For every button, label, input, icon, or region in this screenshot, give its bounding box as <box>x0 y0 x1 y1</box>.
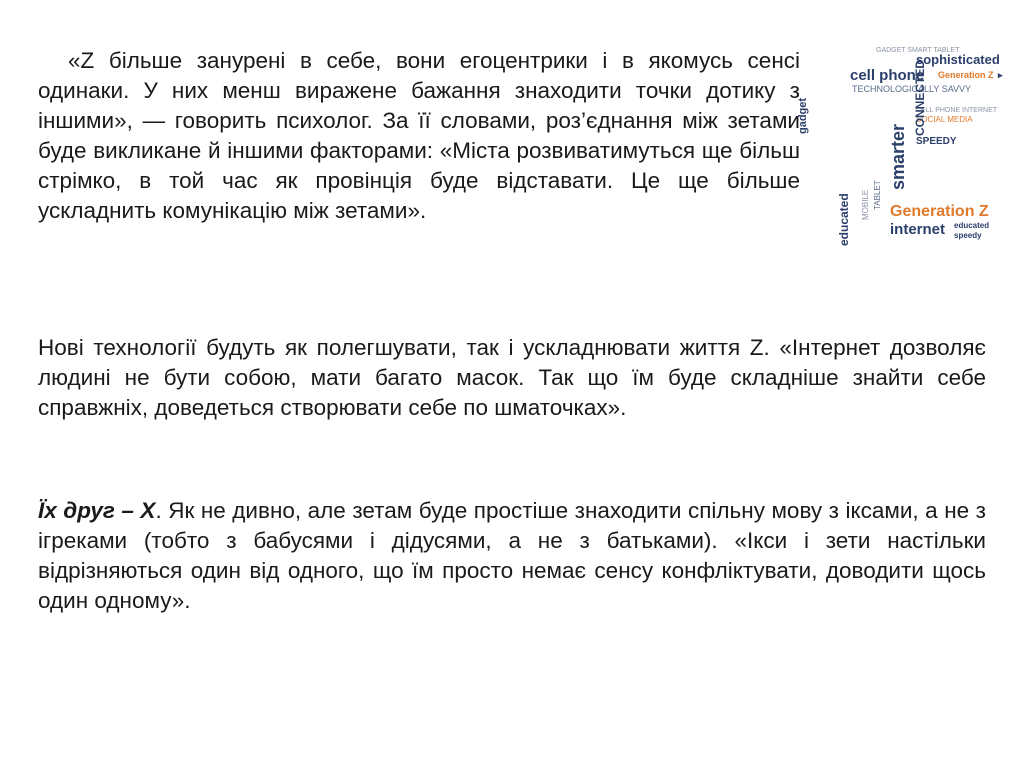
word-gadget: gadget <box>797 97 809 134</box>
word-educated: educated <box>837 193 851 246</box>
word-educated-small: educated <box>954 221 990 230</box>
paragraph-3-lead: Їх друг – Х <box>38 498 156 523</box>
word-generation-z-small: Generation Z <box>938 70 994 80</box>
word-arrow: ▸ <box>998 70 1003 80</box>
word-social-media: SOCIAL MEDIA <box>916 115 973 124</box>
paragraph-3-text: . Як не дивно, але зетам буде простіше знаходити спільну мову з іксами, а не з ігреками (тобто з бабусями і дідусями, а не з батьками). «Ікси і зети настільки відрізняються один від одного, що їм просто немає сенсу конфліктувати, доводити щось один одному». <box>38 498 986 613</box>
generation-z-word-cloud-icon <box>797 40 1004 250</box>
paragraph-friend-x <box>38 496 986 616</box>
word-generation-z: Generation Z <box>890 203 989 220</box>
word-cell-phone-internet: CELL PHONE INTERNET <box>916 107 998 114</box>
word-speedy-caps: SPEEDY <box>916 136 957 147</box>
word-small-top: GADGET SMART TABLET <box>876 47 960 54</box>
word-speedy: speedy <box>954 231 982 240</box>
word-internet: internet <box>890 221 946 238</box>
word-connected: CONNECTED <box>913 59 927 136</box>
word-small-diag: MOBILE <box>861 189 870 220</box>
word-sophisticated: sophisticated <box>916 52 1000 67</box>
paragraph-technologies: Нові технології будуть як полегшувати, так і ускладнювати життя Z. «Інтернет дозволяє людині не бути собою, мати багато масок. Так що їм буде складніше знайти себе справжніх, доведеться створювати себе по шматочках». <box>38 335 986 420</box>
word-tablet: TABLET <box>873 180 882 210</box>
paragraph-1-text: «Z більше занурені в себе, вони егоцентрики і в якомусь сенсі одинаки. У них менш виражене бажання знаходити точки дотику з іншими», — говорить психолог. За її словами, роз’єднання між зетами буде викликане й іншими факторами: «Міста розвиватимуться ще більш стрімко, в той час як провінція буде відставати. Це ще більше ускладнить комунікацію між зетами». <box>38 48 800 223</box>
word-smarter: smarter <box>888 123 908 190</box>
word-technologically-savvy: TECHNOLOGICALLY SAVVY <box>852 84 972 94</box>
word-cell-phone: cell phone <box>850 67 925 84</box>
paragraph-psychologist-quote <box>38 46 800 226</box>
